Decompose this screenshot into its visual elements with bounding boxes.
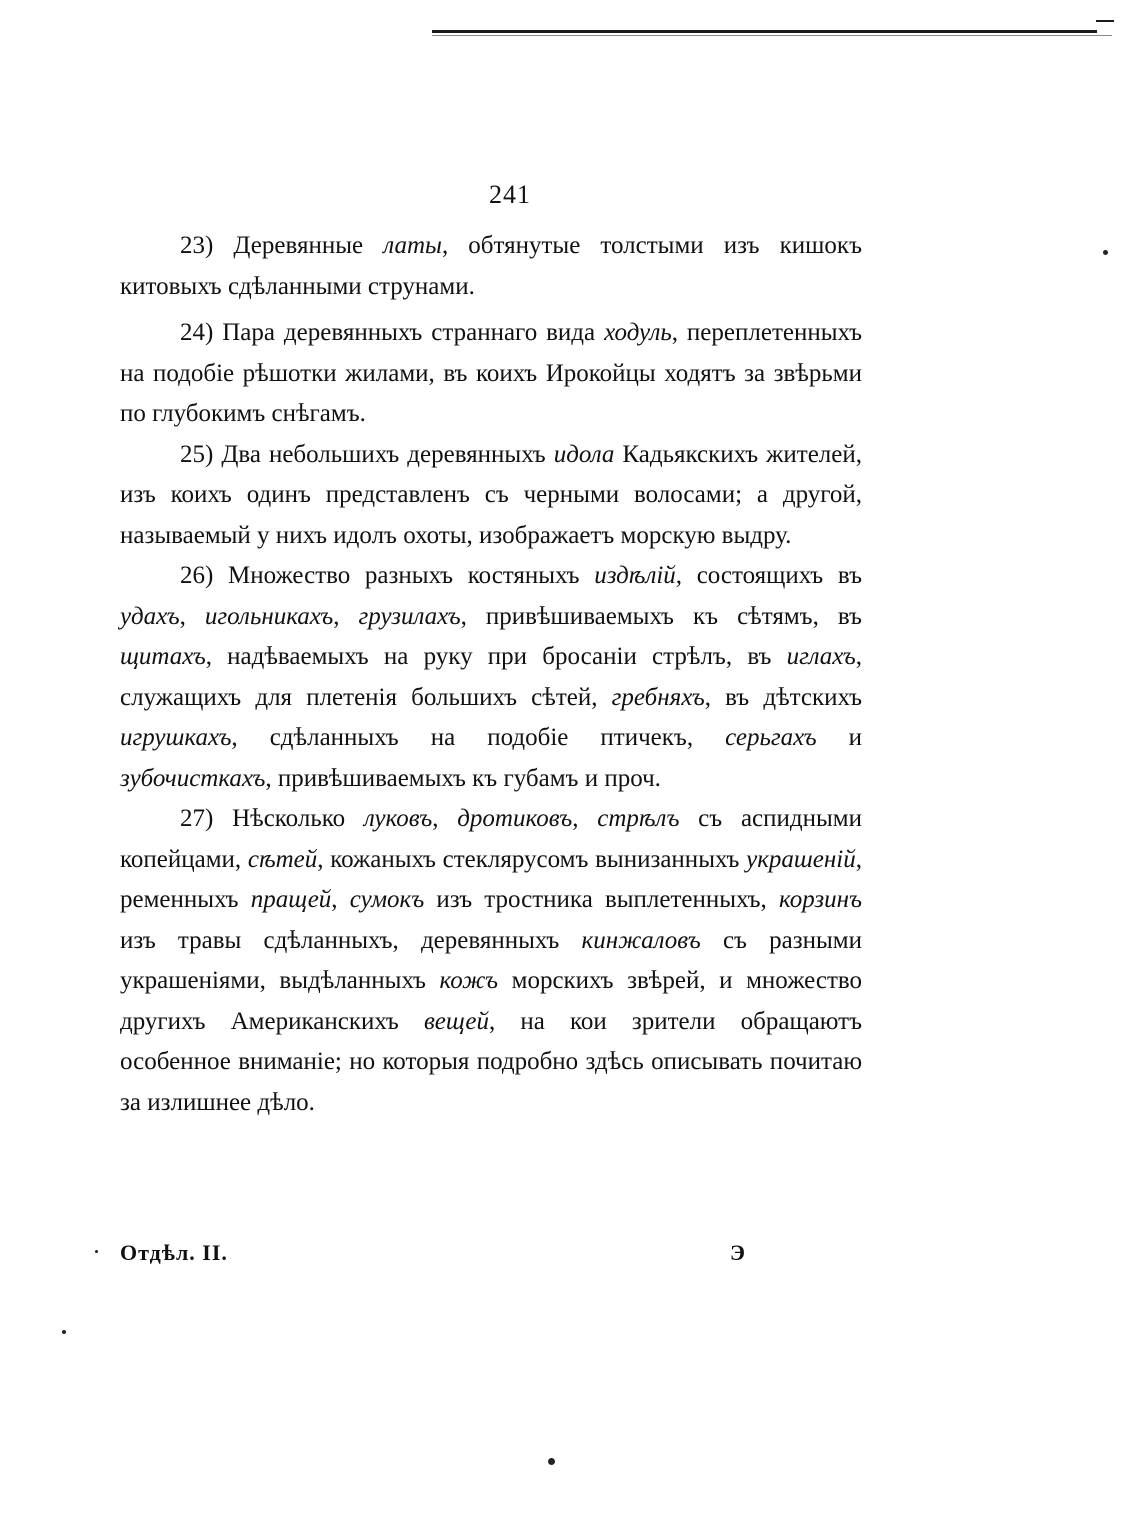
- body-text: [120, 226, 862, 1123]
- text-run: ,: [331, 886, 350, 913]
- text-run: , привѣшиваемыхъ къ губамъ и проч.: [265, 764, 661, 792]
- italic-term: зубочисткахъ: [120, 764, 266, 792]
- italic-term: игольникахъ: [204, 602, 334, 630]
- text-run: изъ травы сдѣланныхъ, деревянныхъ: [120, 926, 582, 954]
- catchword: Э: [730, 1240, 746, 1265]
- text-run: , привѣшиваемыхъ къ сѣтямъ, въ: [460, 602, 862, 630]
- text-run: ,: [432, 805, 458, 832]
- text-run: 23) Деревянные: [180, 232, 384, 259]
- paragraph-25: [120, 435, 862, 557]
- italic-term: луковъ: [363, 805, 433, 832]
- paragraph-26: [120, 556, 862, 799]
- italic-term: кинжаловъ: [581, 926, 701, 954]
- italic-term: игрушкахъ: [120, 724, 232, 751]
- text-run: 24) Пара деревянныхъ страннаго вида: [180, 319, 605, 346]
- text-run: , кожаныхъ стеклярусомъ вынизанныхъ: [317, 845, 747, 873]
- text-run: , обтянутые толстыми изъ кишокъ китовыхъ сдѣланными струнами.: [120, 232, 862, 300]
- italic-term: издѣлій: [594, 562, 676, 589]
- italic-term: пращей: [250, 886, 332, 913]
- italic-term: сумокъ: [349, 886, 425, 913]
- text-run: ,: [333, 602, 359, 630]
- text-run: , ременныхъ: [120, 845, 862, 913]
- print-speck: [1103, 250, 1108, 255]
- text-run: 27) Нѣсколько: [180, 805, 364, 832]
- text-run: , сдѣланныхъ на подобіе птичекъ,: [231, 724, 726, 751]
- text-run: , въ дѣтскихъ: [704, 683, 862, 711]
- italic-term: щитахъ: [120, 643, 206, 670]
- page-number: 241: [489, 180, 531, 209]
- text-run: и: [816, 724, 862, 751]
- italic-term: грузилахъ: [358, 602, 461, 630]
- text-run: 25) Два небольшихъ деревянныхъ: [180, 440, 554, 468]
- print-speck: [95, 1250, 98, 1253]
- top-rule: [432, 30, 1097, 33]
- paragraph-23: [120, 226, 862, 307]
- italic-term: ходуль: [604, 319, 672, 346]
- text-run: , переплетенныхъ на подобіе рѣшотки жилами, въ коихъ Ирокойцы ходятъ за звѣрьми по глубокимъ снѣгамъ.: [120, 319, 862, 427]
- text-run: , надѣваемыхъ на руку при бросаніи стрѣлъ, въ: [205, 643, 787, 670]
- paragraph-27: [120, 799, 862, 1123]
- text-run: , служащихъ для плетенія большихъ сѣтей,: [120, 643, 862, 711]
- text-run: ,: [179, 602, 205, 630]
- text-run: изъ тростника выплетенныхъ,: [424, 886, 779, 913]
- corner-mark: [1096, 20, 1114, 22]
- italic-term: удахъ: [120, 602, 180, 630]
- print-speck: [62, 1330, 66, 1334]
- text-run: съ аспидными копейцами,: [120, 805, 863, 873]
- top-rule-thin: [432, 35, 1112, 36]
- italic-term: серьгахъ: [725, 724, 817, 751]
- italic-term: дротиковъ: [457, 805, 573, 832]
- italic-term: иглахъ: [786, 643, 856, 670]
- signature-mark: Отдѣл. II.: [120, 1240, 228, 1265]
- italic-term: сѣтей: [247, 845, 318, 873]
- italic-term: кожъ: [439, 967, 499, 994]
- italic-term: латы: [383, 232, 442, 259]
- italic-term: идола: [553, 440, 615, 468]
- text-run: , состоящихъ въ: [675, 562, 862, 589]
- text-run: , на кои зрители обращаютъ особенное вниманіе; но которыя подробно здѣсь описывать почитаю за излишнее дѣло.: [120, 1007, 862, 1116]
- print-speck: [548, 1458, 555, 1465]
- text-run: съ разными украшеніями, выдѣланныхъ: [120, 926, 863, 994]
- italic-term: корзинъ: [778, 886, 862, 913]
- italic-term: стрѣлъ: [597, 805, 680, 832]
- text-run: Кадьякскихъ жителей, изъ коихъ одинъ представленъ съ черными волосами; а другой, называемый у нихъ идолъ охоты, изображаетъ морскую выдру.: [120, 440, 862, 549]
- paragraph-24: [120, 313, 862, 435]
- text-run: ,: [572, 805, 598, 832]
- italic-term: вещей: [423, 1007, 489, 1035]
- text-run: морскихъ звѣрей, и множество другихъ Американскихъ: [120, 967, 863, 1035]
- italic-term: гребняхъ: [611, 683, 705, 711]
- text-run: 26) Множество разныхъ костяныхъ: [180, 562, 595, 589]
- italic-term: украшеній: [746, 845, 856, 873]
